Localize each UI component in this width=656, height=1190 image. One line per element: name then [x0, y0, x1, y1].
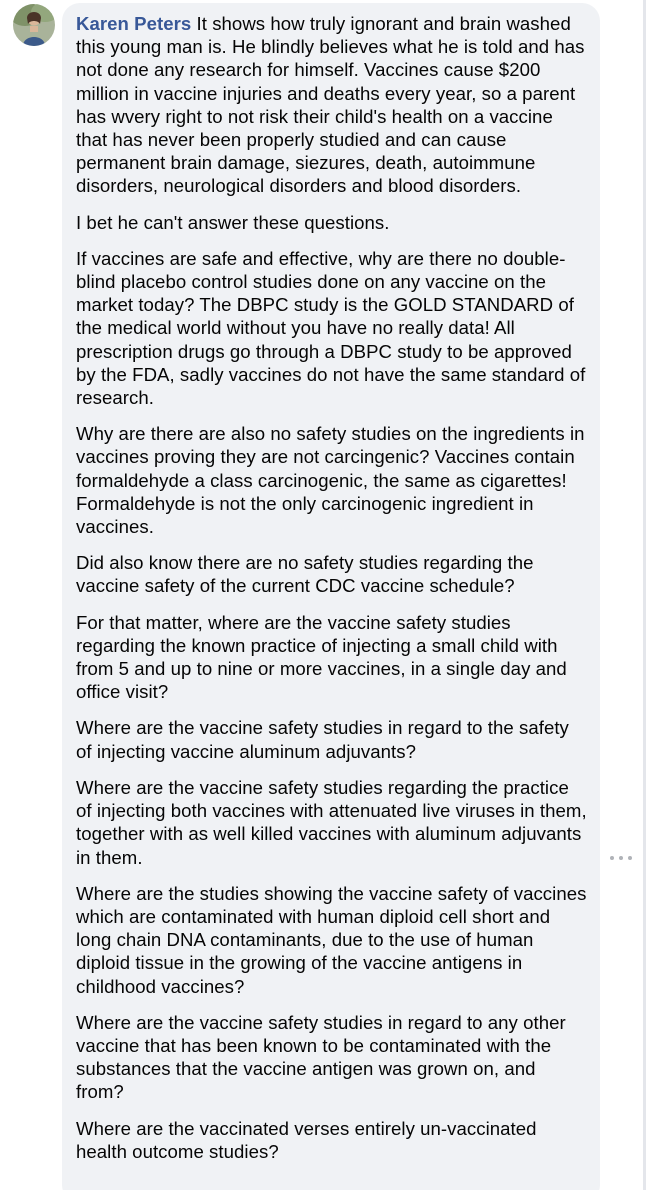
avatar[interactable]	[13, 4, 55, 46]
comment-paragraph: Where are the vaccine safety studies in regard to any other vaccine that has been known to be contaminated with the substances that the vaccine antigen was grown on, and from?	[76, 1011, 566, 1103]
comment-paragraph: I bet he can't answer these questions.	[76, 211, 390, 233]
comment-paragraph: Where are the vaccinated verses entirely un-vaccinated health outcome studies?	[76, 1117, 537, 1162]
more-horizontal-icon	[619, 856, 623, 860]
more-options-button[interactable]	[610, 851, 632, 865]
comment-paragraph: If vaccines are safe and effective, why are there no double-blind placebo control studies done on any vaccine on the market today? The DBPC study is the GOLD STANDARD of the medical world without you have no really data! All prescription drugs go through a DBPC study to be approved by the FDA, sadly vaccines do not have the same standard of research.	[76, 247, 586, 409]
more-horizontal-icon	[610, 856, 614, 860]
comment-paragraph: Why are there are also no safety studies on the ingredients in vaccines proving they are not carcingenic? Vaccines contain formaldehyde a class carcinogenic, the same as cigarettes! Formaldehyde is not the only carcinogenic ingredient in vaccines.	[76, 423, 585, 538]
comment-paragraph: Did also know there are no safety studies regarding the vaccine safety of the current CDC vaccine schedule?	[76, 552, 534, 597]
comment-paragraph: Where are the vaccine safety studies in regard to the safety of injecting vaccine aluminum adjuvants?	[76, 717, 569, 762]
scroll-rail[interactable]	[643, 0, 646, 1190]
comment-paragraph	[76, 12, 588, 198]
comment-bubble	[62, 3, 600, 1190]
comment-author-link[interactable]: Karen Peters	[76, 13, 192, 34]
comment-paragraph: For that matter, where are the vaccine safety studies regarding the known practice of injecting a small child with from 5 and up to nine or more vaccines, in a single day and office visit?	[76, 611, 567, 703]
comment-paragraph: Where are the studies showing the vaccine safety of vaccines which are contaminated with human diploid cell short and long chain DNA contaminants, due to the use of human diploid tissue in the growing of the vaccine antigens in childhood vaccines?	[76, 882, 587, 997]
comment-text: It shows how truly ignorant and brain washed this young man is. He blindly believes what he is told and has not done any research for himself. Vaccines cause $200 million in vaccine injuries and deaths every year, so a parent has wvery right to not risk their child's health on a vaccine that has never been properly studied and can cause permanent brain damage, siezures, death, autoimmune disorders, neurological disorders and blood disorders.	[76, 13, 585, 197]
comment-paragraph: Where are the vaccine safety studies regarding the practice of injecting both vaccines with attenuated live viruses in them, together with as well killed vaccines with aluminum adjuvants in them.	[76, 776, 587, 868]
more-horizontal-icon	[628, 856, 632, 860]
profile-photo-icon	[13, 4, 55, 46]
